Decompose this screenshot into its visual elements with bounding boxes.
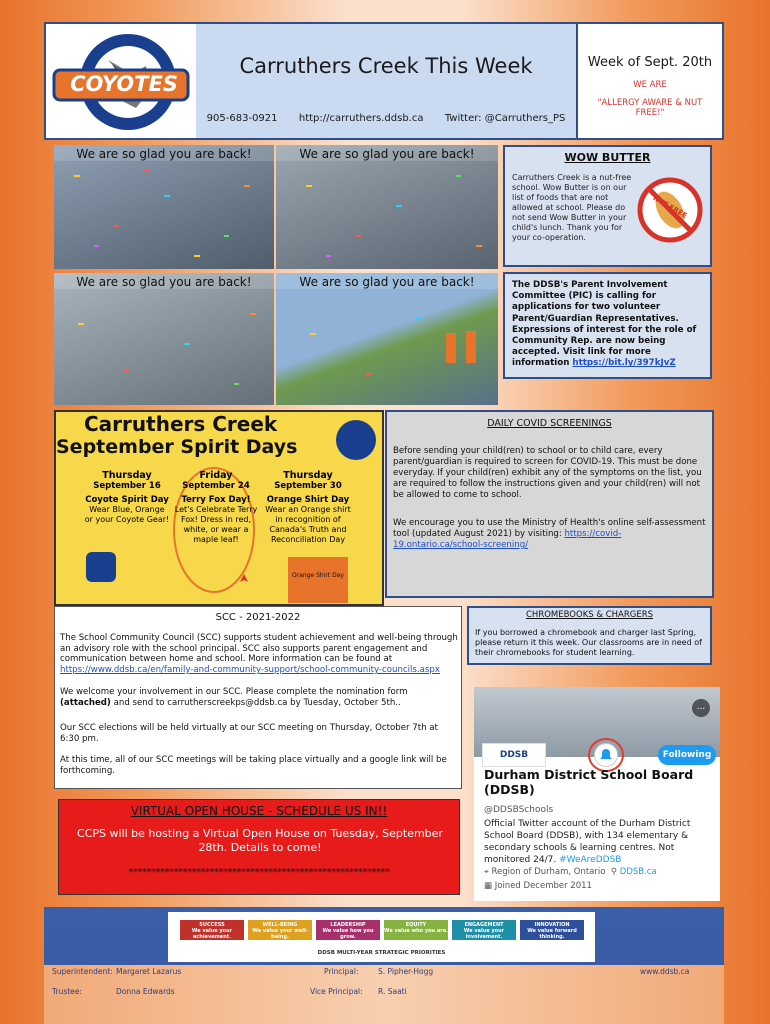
twitter-site-link[interactable]: DDSB.ca xyxy=(619,867,657,877)
confetti-decoration xyxy=(276,273,498,405)
wow-butter-title: WOW BUTTER xyxy=(564,151,651,164)
spirit-day-2-desc: Let's Celebrate Terry Fox! Dress in red, white, or wear a maple leaf! xyxy=(174,505,258,544)
more-options-button[interactable]: ... xyxy=(692,699,710,717)
newsletter-title: Carruthers Creek This Week xyxy=(239,54,533,78)
spirit-day-3-date: September 30 xyxy=(274,481,342,491)
priority-engagement-desc: We value your involvement. xyxy=(463,928,505,940)
priority-well-being xyxy=(248,920,312,940)
classroom-photo-2 xyxy=(276,145,498,269)
scc-intro-body: The School Community Council (SCC) supports student achievement and well-being through an advisory role with the school principal. SCC also supports parent engagement and communication between home and school. More information can be found at xyxy=(60,633,458,665)
priority-engagement xyxy=(452,920,516,940)
pic-link[interactable]: https://bit.ly/397kJvZ xyxy=(572,358,676,369)
open-house-divider: ********************************************************** xyxy=(128,867,390,878)
priority-engagement-title: ENGAGEMENT xyxy=(464,922,504,928)
spirit-day-3-desc: Wear an Orange shirt in recognition of Canada's Truth and Reconciliation Day xyxy=(265,505,351,544)
superintendent-name: Margaret Lazarus xyxy=(116,967,182,976)
classroom-photo-1 xyxy=(54,145,274,269)
covid-title: DAILY COVID SCREENINGS xyxy=(487,418,612,429)
website-link[interactable]: http://carruthers.ddsb.ca xyxy=(298,113,424,124)
contact-line xyxy=(196,113,576,124)
priorities-caption: DDSB MULTI-YEAR STRATEGIC PRIORITIES xyxy=(317,950,446,956)
twitter-handle[interactable]: @DDSBSchools xyxy=(484,805,554,815)
spirit-day-2-name: Terry Fox Day! xyxy=(181,495,251,505)
footer xyxy=(44,907,724,1024)
open-house-panel xyxy=(58,799,460,895)
priority-leadership-desc: We value how you grow. xyxy=(322,928,374,940)
ddsb-twitter-card xyxy=(474,687,720,901)
spirit-day-1 xyxy=(84,470,170,525)
trustee-name: Donna Edwards xyxy=(116,987,175,996)
vice-principal-label: Vice Principal: xyxy=(310,987,363,996)
twitter-location: Region of Durham, Ontario xyxy=(491,867,606,877)
scc-virtual-meetings: At this time, all of our SCC meetings will be taking place virtually and a google link will be forthcoming. xyxy=(60,755,447,776)
phone-number: 905-683-0921 xyxy=(206,113,278,124)
priority-well-being-desc: We value your well-being. xyxy=(252,928,308,940)
scc-nomination-post: and send to carrutherscreekps@ddsb.ca by Tuesday, October 5th.. xyxy=(110,697,401,708)
twitter-joined-line xyxy=(484,881,592,891)
chromebooks-panel xyxy=(467,606,712,665)
priority-leadership xyxy=(316,920,380,940)
covid-self-assessment-text xyxy=(393,518,709,551)
pic-panel xyxy=(503,272,712,379)
trustee-label: Trustee: xyxy=(52,987,82,996)
orange-shirt-sticker: Orange Shirt Day xyxy=(292,572,344,579)
scc-intro xyxy=(60,633,458,676)
confetti-decoration xyxy=(276,145,498,269)
priority-success xyxy=(180,920,244,940)
principal-label: Principal: xyxy=(324,967,359,976)
open-house-title: VIRTUAL OPEN HOUSE - SCHEDULE US IN!! xyxy=(130,804,388,818)
chromebooks-text: If you borrowed a chromebook and charger last Spring, please return it this week. Our classrooms are in need of their chromebooks for student learning. xyxy=(475,628,702,657)
priority-success-desc: We value your achievement. xyxy=(191,928,233,940)
logo-text: COYOTES xyxy=(70,72,178,96)
nut-free-label: NUT-FREE xyxy=(651,194,689,220)
week-label: Week of Sept. 20th xyxy=(587,55,713,70)
classroom-photo-3 xyxy=(54,273,274,405)
superintendent-label: Superintendent: xyxy=(52,967,113,976)
priority-innovation-desc: We value forward thinking. xyxy=(527,928,577,940)
scc-nomination-pre: We welcome your involvement in our SCC. Please complete the nomination form xyxy=(60,687,408,697)
spirit-day-3-name: Orange Shirt Day xyxy=(266,495,350,505)
spirit-day-1-date: September 16 xyxy=(93,481,161,491)
twitter-account-name: Durham District School Board (DDSB) xyxy=(484,767,694,797)
link-icon: ⚲ xyxy=(610,867,618,877)
wow-butter-panel xyxy=(503,145,712,267)
scc-panel xyxy=(54,606,462,789)
spirit-day-3 xyxy=(262,470,354,545)
spirit-day-2 xyxy=(174,470,258,545)
calendar-icon: ▦ xyxy=(484,881,493,891)
twitter-bio-text: Official Twitter account of the Durham District School Board (DDSB), with 134 elementary & secondary schools & learning centres. Not monitored 24/7. xyxy=(484,819,691,865)
priority-equity-desc: We value who you are. xyxy=(384,928,448,934)
chromebooks-title: CHROMEBOOKS & CHARGERS xyxy=(526,610,653,620)
title-panel xyxy=(196,22,576,140)
covid-screening-link[interactable]: https://covid-19.ontario.ca/school-screening/ xyxy=(393,529,622,550)
covid-panel xyxy=(385,410,714,598)
allergy-aware-text: "ALLERGY AWARE & NUT FREE!" xyxy=(597,98,703,118)
scc-elections: Our SCC elections will be held virtually at our SCC meeting on Thursday, October 7th at 6:30 pm. xyxy=(60,723,438,744)
photo-caption-1: We are so glad you are back! xyxy=(54,145,274,161)
we-are-text: WE ARE xyxy=(633,80,667,90)
pic-text xyxy=(512,280,710,370)
twitter-hashtag[interactable]: #WeAreDDSB xyxy=(559,855,622,865)
following-button[interactable]: Following xyxy=(658,745,716,765)
twitter-bio xyxy=(484,818,714,866)
wow-butter-text: Carruthers Creek is a nut-free school. Wow Butter is on our list of foods that are not allowed at school. Please do not send Wow Butter in your child's lunch. Thank you for your co-operation. xyxy=(512,173,632,242)
scc-title: SCC - 2021-2022 xyxy=(215,612,301,623)
principal-name: S. Pipher-Hogg xyxy=(378,967,434,976)
spirit-day-2-date: September 24 xyxy=(182,481,250,491)
week-panel xyxy=(576,22,724,140)
priority-well-being-title: WELL-BEING xyxy=(262,922,298,928)
priority-equity-title: EQUITY xyxy=(405,922,427,928)
priority-equity xyxy=(384,920,448,940)
spirit-day-3-weekday: Thursday xyxy=(283,470,333,481)
pic-body: The DDSB's Parent Involvement Committee (PIC) is calling for applications for two volunteer Parent/Guardian Representatives. Expressions of interest for the role of Community Rep. are now being accepted. Visit link for more information xyxy=(512,280,697,369)
scc-info-link[interactable]: https://www.ddsb.ca/en/family-and-community-support/school-community-councils.aspx xyxy=(60,665,440,676)
twitter-handle[interactable]: Twitter: @Carruthers_PS xyxy=(444,113,566,124)
twitter-location-line xyxy=(484,867,657,877)
poster-title-1: Carruthers Creek xyxy=(84,412,278,436)
twitter-joined: Joined December 2011 xyxy=(494,881,592,891)
open-house-text: CCPS will be hosting a Virtual Open House on Tuesday, September 28th. Details to come! xyxy=(77,827,443,854)
strategic-priorities-banner xyxy=(168,912,595,962)
photo-caption-4: We are so glad you are back! xyxy=(276,273,498,289)
photo-caption-2: We are so glad you are back! xyxy=(276,145,498,161)
poster-title-2: September Spirit Days xyxy=(56,436,298,458)
spirit-day-1-desc: Wear Blue, Orange or your Coyote Gear! xyxy=(84,505,170,524)
ddsb-logo: DDSB xyxy=(482,743,546,767)
spirit-days-poster xyxy=(54,410,384,606)
priority-innovation-title: INNOVATION xyxy=(534,922,570,928)
priority-innovation xyxy=(520,920,584,940)
confetti-decoration xyxy=(54,145,274,269)
photo-caption-3: We are so glad you are back! xyxy=(54,273,274,289)
covid-self-assessment-body: We encourage you to use the Ministry of Health's online self-assessment tool (updated August 2021) by visiting: xyxy=(393,518,706,539)
vice-principal-name: R. Saati xyxy=(378,987,407,996)
scc-nomination-attached: (attached) xyxy=(60,697,111,708)
logo-panel xyxy=(44,22,196,140)
spirit-day-1-weekday: Thursday xyxy=(102,470,152,481)
priority-success-title: SUCCESS xyxy=(199,922,225,928)
classroom-photo-4 xyxy=(276,273,498,405)
spirit-day-2-weekday: Friday xyxy=(199,470,233,481)
ddsb-website-link[interactable]: www.ddsb.ca xyxy=(640,967,690,976)
priority-leadership-title: LEADERSHIP xyxy=(330,922,366,928)
confetti-decoration xyxy=(54,273,274,405)
covid-screening-text: Before sending your child(ren) to school or to child care, every parent/guardian is required to screen for COVID-19. This must be done everyday. If your child(ren) exhibit any of the symptoms on the list, you are required to follow the instructions given and your child(ren) will not be allowed to come to school. xyxy=(393,446,702,500)
location-icon: ⌖ xyxy=(484,867,489,877)
scc-nomination xyxy=(60,687,458,708)
spirit-day-1-name: Coyote Spirit Day xyxy=(85,495,169,505)
